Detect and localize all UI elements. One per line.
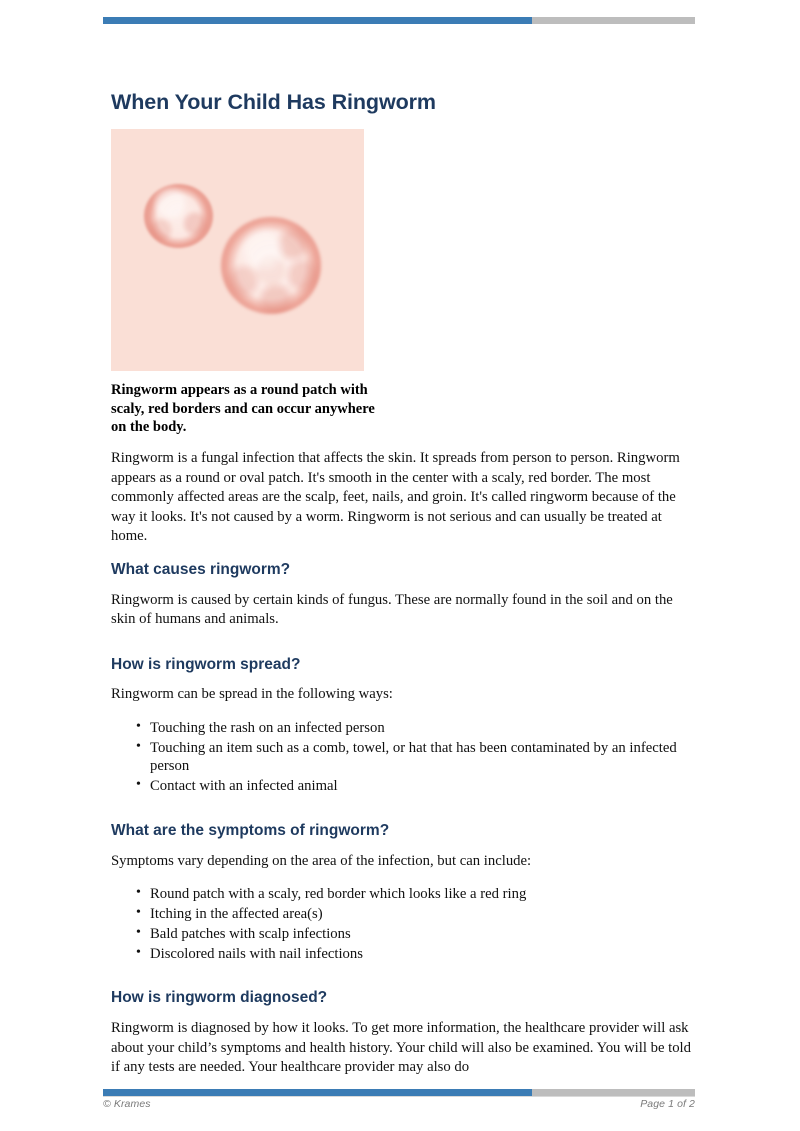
- list-item: • Round patch with a scaly, red border which looks like a red ring: [150, 885, 695, 904]
- section-paragraph-causes: Ringworm is caused by certain kinds of fungus. These are normally found in the soil and on the skin of humans and animals.: [111, 591, 673, 628]
- list-item: • Touching the rash on an infected person: [150, 719, 695, 738]
- footer: [103, 1098, 695, 1110]
- intro-paragraph: Ringworm is a fungal infection that affects the skin. It spreads from person to person. Ringworm appears as a round or oval patch. It's smooth in the center with a scaly, red border. The most commonly affected areas are the scalp, feet, nails, and groin. It's called ringworm because of the way it looks. It's not caused by a worm. Ringworm is not serious and can usually be treated at home.: [111, 450, 680, 545]
- section-bullets-spread: [111, 719, 695, 796]
- header-rule-gray-segment: [532, 17, 695, 24]
- footer-rule-blue-segment: [103, 1089, 532, 1096]
- section-heading-diagnosed: How is ringworm diagnosed?: [111, 989, 328, 1007]
- footer-page-number: Page 1 of 2: [640, 1098, 695, 1110]
- list-item: • Contact with an infected animal: [150, 777, 695, 796]
- section-paragraph-symptoms: Symptoms vary depending on the area of the infection, but can include:: [111, 852, 532, 869]
- list-item: • Itching in the affected area(s): [150, 905, 695, 924]
- section-paragraph-spread: Ringworm can be spread in the following ways:: [111, 686, 393, 703]
- footer-rule-gray-segment: [532, 1089, 695, 1096]
- list-item: • Discolored nails with nail infections: [150, 945, 695, 964]
- ringworm-lesion-small-icon: [144, 184, 213, 248]
- header-rule-bar: [103, 17, 695, 24]
- footer-divider: [103, 1096, 695, 1097]
- lesion-large-ring: [221, 217, 321, 314]
- footer-rule-bar: [103, 1089, 695, 1096]
- document-content: [111, 90, 695, 1077]
- list-item: • Touching an item such as a comb, towel, or hat that has been contaminated by an infected person: [150, 739, 695, 777]
- lesion-small-ring: [144, 184, 213, 248]
- footer-copyright: © Krames: [103, 1098, 151, 1110]
- header-rule-blue-segment: [103, 17, 532, 24]
- section-paragraph-diagnosed-clip: [111, 1019, 695, 1077]
- section-heading-causes: What causes ringworm?: [111, 560, 291, 578]
- section-heading-symptoms: What are the symptoms of ringworm?: [111, 822, 390, 840]
- section-heading-spread: How is ringworm spread?: [111, 655, 301, 673]
- ringworm-illustration: [111, 129, 364, 371]
- ringworm-lesion-large-icon: [221, 217, 321, 314]
- section-paragraph-diagnosed: Ringworm is diagnosed by how it looks. To get more information, the healthcare provider will ask about your child’s symptoms and health history. Your child will also be examined. You will be told if any tests are needed. Your healthcare provider may also do: [111, 1020, 691, 1076]
- figure-caption: Ringworm appears as a round patch with scaly, red borders and can occur anywhere on the body.: [111, 381, 375, 436]
- section-bullets-symptoms: [111, 885, 695, 963]
- list-item: • Bald patches with scalp infections: [150, 925, 695, 944]
- page-title: When Your Child Has Ringworm: [111, 90, 436, 114]
